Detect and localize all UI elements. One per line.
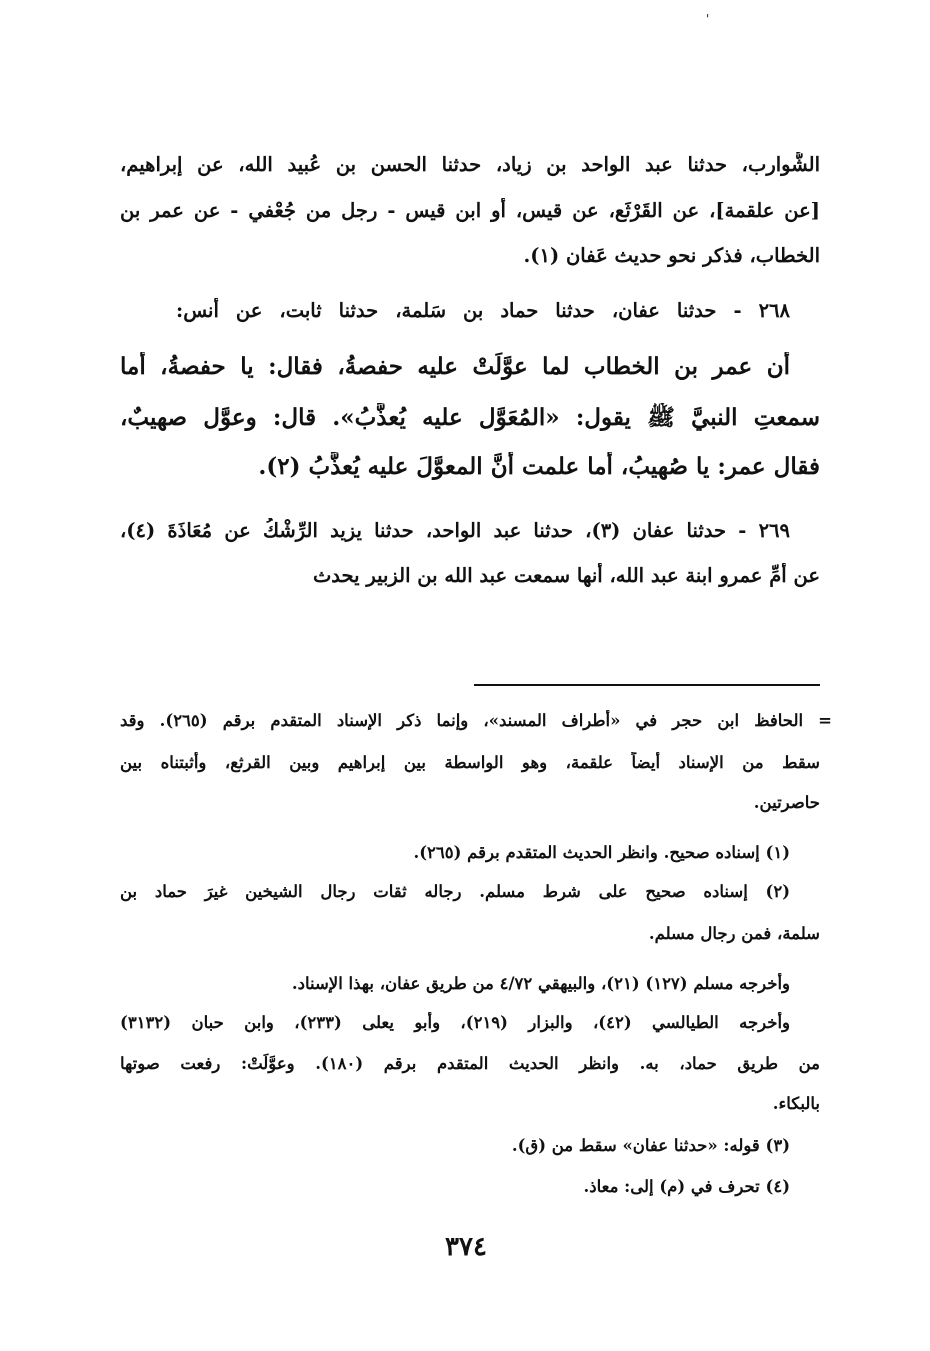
footnote-2: (٢) إسناده صحيح على شرط مسلم. رجاله ثقات رجال الشيخين غيرَ حماد بن [120, 882, 790, 901]
footnote-line: من طريق حماد، به. وانظر الحديث المتقدم برقم (١٨٠). وعوَّلَتْ: رفعت صوتها [120, 1054, 820, 1073]
stray-mark: ' [706, 12, 710, 26]
text-line: الشُّوارب، حدثنا عبد الواحد بن زياد، حدثنا الحسن بن عُبيد الله، عن إبراهيم، [120, 153, 820, 176]
page-number: ٣٧٤ [445, 1232, 487, 1262]
footnote-line: حاصرتين. [753, 793, 820, 812]
matn-line: سمعتِ النبيَّ ﷺ يقول: «المُعَوَّل عليه يُعذَّبُ». قال: وعوَّل صهيبٌ، [120, 404, 820, 431]
hadith-268-heading: ٢٦٨ - حدثنا عفان، حدثنا حماد بن سَلمة، حدثنا ثابت، عن أَنس: [176, 299, 790, 322]
text-line: عن أُمِّ عمرو ابنة عبد الله، أنها سمعت عبد الله بن الزبير يحدث [312, 564, 820, 587]
matn-line: أن عمر بن الخطاب لما عوَّلَتْ عليه حفصةُ، فقال: يا حفصةُ، أَما [120, 353, 790, 380]
footnote-3: (٣) قوله: «حدثنا عفان» سقط من (ق). [511, 1136, 790, 1155]
footnote-line: = الحافظ ابن حجر في «أطراف المسند»، وإنما ذكر الإسناد المتقدم برقم (٢٦٥). وقد [120, 711, 832, 730]
footnote-separator [474, 684, 820, 686]
footnote-1: (١) إسناده صحيح. وانظر الحديث المتقدم برقم (٢٦٥). [413, 843, 790, 862]
hadith-269-heading: ٢٦٩ - حدثنا عفان (٣)، حدثنا عبد الواحد، حدثنا يزيد الرِّشْكُ عن مُعَاذَةَ (٤)، [120, 519, 790, 542]
footnote-line: بالبكاء. [772, 1094, 820, 1113]
text-line: الخطاب، فذكر نحو حديث عَفان (١). [523, 244, 820, 267]
matn-line: فقال عمر: يا صُهيبُ، أَما علمت أَنَّ المعوَّلَ عليه يُعذَّبُ (٢). [258, 453, 820, 480]
footnote-line: وأخرجه مسلم (١٢٧) (٢١)، والبيهقي ٤/٧٢ من طريق عفان، بهذا الإسناد. [291, 974, 790, 993]
footnote-4: (٤) تحرف في (م) إلى: معاذ. [583, 1177, 790, 1196]
footnote-line: سقط من الإسناد أيضاً علقمة، وهو الواسطة بين إبراهيم وبين القرثع، وأثبتناه بين [120, 753, 820, 772]
text-line: [عن علقمة]، عن القَرْثَع، عن قيس، أو ابن قيس - رجل من جُعْفي - عن عمر بن [120, 199, 820, 222]
footnote-line: وأخرجه الطيالسي (٤٢)، والبزار (٢١٩)، وأبو يعلى (٢٣٣)، وابن حبان (٣١٣٢) [120, 1013, 790, 1032]
footnote-line: سلمة، فمن رجال مسلم. [648, 924, 820, 943]
